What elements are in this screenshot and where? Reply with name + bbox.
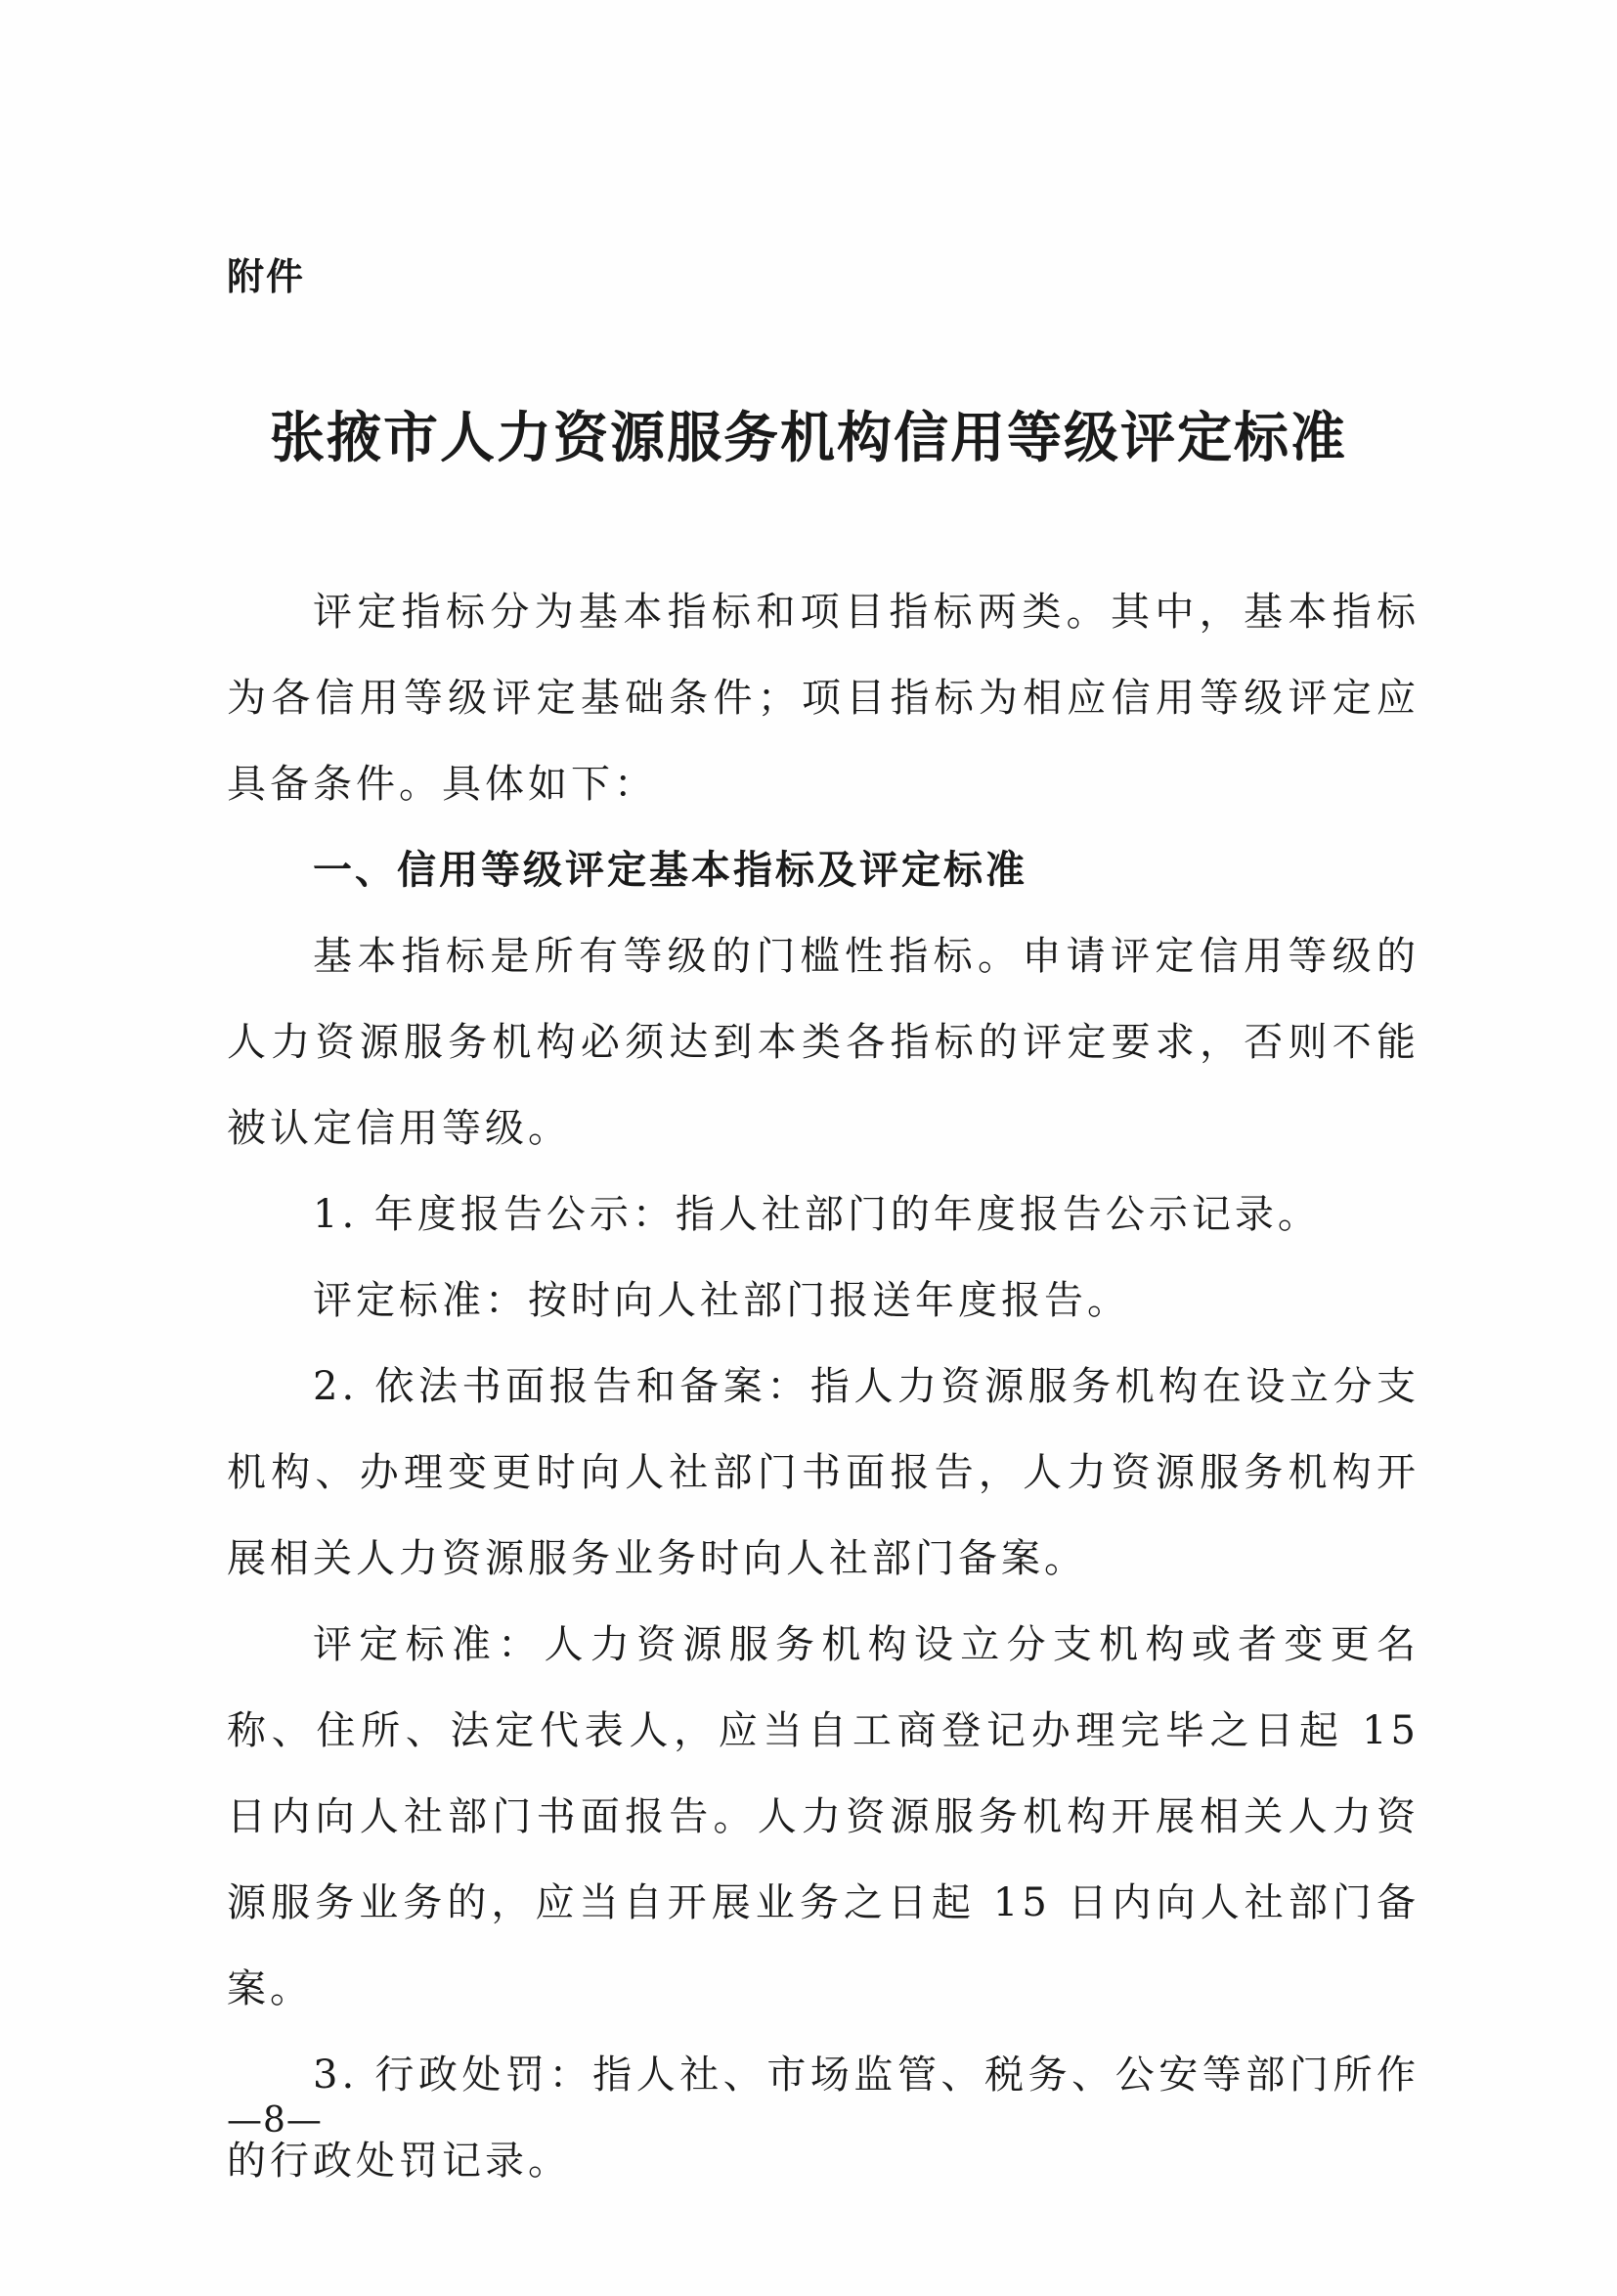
item-2-paragraph: 2. 依法书面报告和备案：指人力资源服务机构在设立分支机构、办理变更时向人社部门书面报告，人力资源服务机构开展相关人力资源服务业务时向人社部门备案。 — [227, 1364, 1420, 1581]
item-1-standard-paragraph: 评定标准：按时向人社部门报送年度报告。 — [313, 1278, 1130, 1323]
document-title: 张掖市人力资源服务机构信用等级评定标准 — [270, 406, 1347, 470]
basic-indicator-paragraph: 基本指标是所有等级的门槛性指标。申请评定信用等级的人力资源服务机构必须达到本类各指标的评定要求，否则不能被认定信用等级。 — [227, 934, 1420, 1151]
item-3-paragraph: 3. 行政处罚：指人社、市场监管、税务、公安等部门所作的行政处罚记录。 — [227, 2053, 1420, 2184]
section-heading: 一、信用等级评定基本指标及评定标准 — [313, 848, 1027, 893]
item-2-standard-paragraph: 评定标准：人力资源服务机构设立分支机构或者变更名称、住所、法定代表人，应当自工商登记办理完毕之日起 15 日内向人社部门书面报告。人力资源服务机构开展相关人力资源服务业务的，应当自开展业务之日起 15 日内向人社部门备案。 — [227, 1622, 1420, 2011]
attachment-label: 附件 — [227, 255, 306, 298]
intro-paragraph: 评定指标分为基本指标和项目指标两类。其中，基本指标为各信用等级评定基础条件；项目指标为相应信用等级评定应具备条件。具体如下： — [227, 590, 1420, 807]
item-1-paragraph: 1. 年度报告公示：指人社部门的年度报告公示记录。 — [313, 1192, 1321, 1237]
page-number: —8— — [227, 2100, 323, 2141]
document-body — [227, 569, 1420, 2204]
